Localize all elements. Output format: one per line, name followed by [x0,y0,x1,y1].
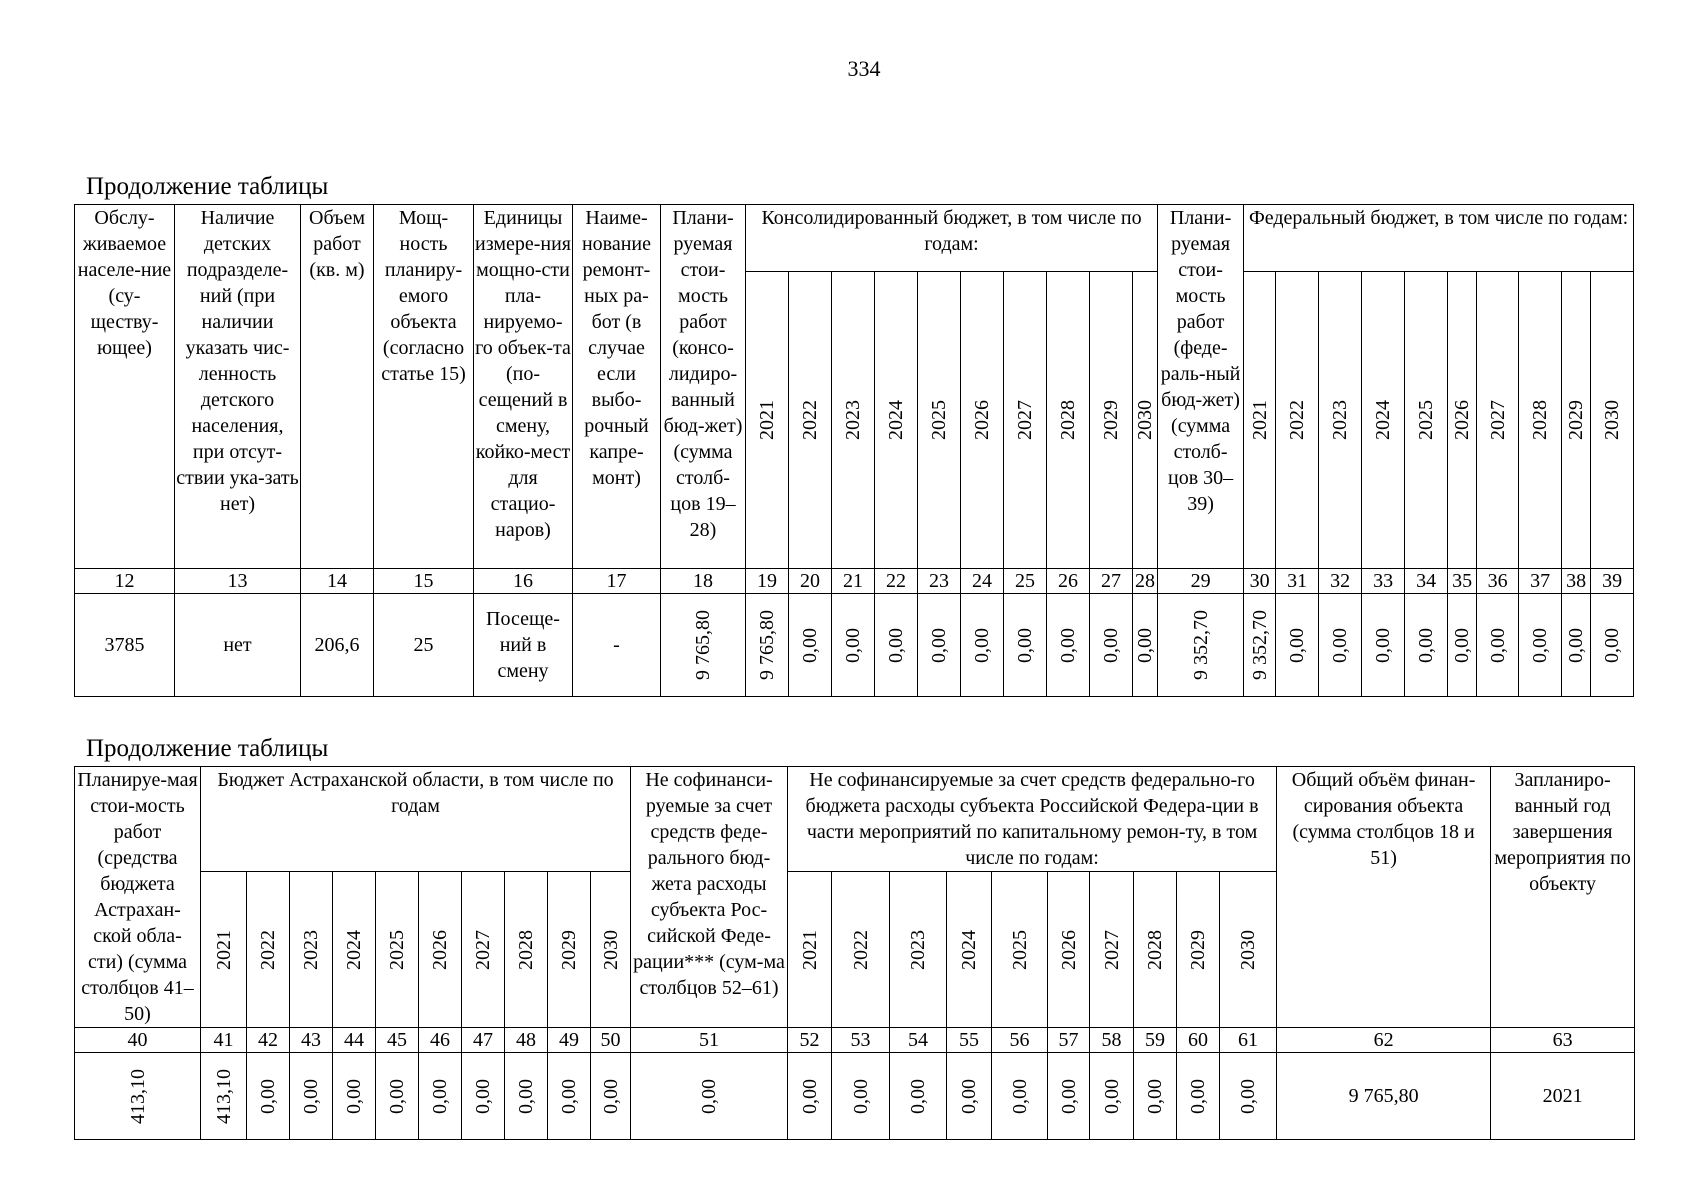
cell-regional-year-value: 0,00 [505,1053,548,1140]
cell-capacity-unit: Посеще-ний в смену [474,594,573,697]
cell-regional-year-value: 0,00 [548,1053,591,1140]
cell-non-cofinanced-total: 0,00 [631,1053,788,1140]
cell-non-cofinanced-year-value: 0,00 [1048,1053,1090,1140]
column-number: 43 [290,1028,333,1053]
column-number: 15 [374,569,474,594]
year-header: 2021 [201,872,247,1028]
year-header: 2024 [1362,272,1405,569]
column-number: 36 [1477,569,1519,594]
cell-non-cofinanced-year-value: 0,00 [890,1053,947,1140]
column-number: 51 [631,1028,788,1053]
year-header: 2023 [890,872,947,1028]
column-number: 23 [918,569,961,594]
year-header: 2026 [961,272,1004,569]
header-non-cofinanced-group: Не софинансируемые за счет средств федерально-го бюджета расходы субъекта Российской Федера-ции в части мероприятий по капитальному ремон-ту, в том числе по годам: [788,767,1277,872]
column-number: 55 [947,1028,992,1053]
column-number: 30 [1244,569,1276,594]
cell-consolidated-year-value: 0,00 [1090,594,1133,697]
column-number: 40 [75,1028,201,1053]
year-header: 2022 [1276,272,1319,569]
column-number: 18 [661,569,746,594]
column-number: 54 [890,1028,947,1053]
cell-federal-year-value: 0,00 [1562,594,1591,697]
year-header: 2029 [1090,272,1133,569]
table-caption: Продолжение таблицы [86,735,329,762]
year-header: 2023 [832,272,875,569]
column-number: 17 [573,569,661,594]
year-header: 2024 [947,872,992,1028]
column-number: 41 [201,1028,247,1053]
column-number: 42 [247,1028,290,1053]
year-header: 2030 [1133,272,1158,569]
column-number: 14 [301,569,374,594]
cell-regional-year-value: 413,10 [201,1053,247,1140]
header-non-cofinanced-total: Не софинанси-руемые за счет средств феде-рального бюд-жета расходы субъекта Рос-сийской Феде-рации*** (сум-ма столбцов 52–61) [631,767,788,1028]
year-header: 2025 [376,872,419,1028]
column-number: 47 [462,1028,505,1053]
year-header: 2026 [1048,872,1090,1028]
cell-consolidated-year-value: 0,00 [1047,594,1090,697]
header-children-units: Наличие детских подразделе-ний (при наличии указать чис-ленность детского населения, при отсут-ствии ука-зать нет) [175,205,301,569]
header-federal-budget-group: Федеральный бюджет, в том числе по годам: [1244,205,1634,272]
year-header: 2029 [1562,272,1591,569]
year-header: 2027 [1004,272,1047,569]
column-number: 19 [746,569,789,594]
cell-consolidated-year-value: 0,00 [875,594,918,697]
column-number: 45 [376,1028,419,1053]
cell-consolidated-year-value: 0,00 [832,594,875,697]
cell-consolidated-year-value: 0,00 [789,594,832,697]
column-number: 34 [1405,569,1448,594]
year-header: 2022 [789,272,832,569]
cell-non-cofinanced-year-value: 0,00 [992,1053,1048,1140]
budget-table-consolidated-federal [74,204,1634,697]
cell-non-cofinanced-year-value: 0,00 [1134,1053,1177,1140]
header-completion-year: Запланиро-ванный год завершения мероприятия по объекту [1491,767,1635,1028]
column-number: 56 [992,1028,1048,1053]
year-header: 2021 [1244,272,1276,569]
cell-federal-year-value: 0,00 [1591,594,1634,697]
year-header: 2025 [918,272,961,569]
cell-consolidated-year-value: 0,00 [918,594,961,697]
header-planned-cost-federal: Плани-руемая стои-мость работ (феде-раль-ный бюд-жет) (сумма столб-цов 30–39) [1158,205,1244,569]
year-header: 2029 [1177,872,1220,1028]
year-header: 2027 [462,872,505,1028]
cell-total-financing: 9 765,80 [1277,1053,1491,1140]
column-number: 57 [1048,1028,1090,1053]
cell-consolidated-year-value: 0,00 [1004,594,1047,697]
column-number: 39 [1591,569,1634,594]
cell-federal-year-value: 0,00 [1276,594,1319,697]
cell-planned-cost-regional: 413,10 [75,1053,201,1140]
column-number: 63 [1491,1028,1635,1053]
column-number: 33 [1362,569,1405,594]
year-header: 2023 [290,872,333,1028]
column-number: 60 [1177,1028,1220,1053]
cell-federal-year-value: 9 352,70 [1244,594,1276,697]
cell-regional-year-value: 0,00 [376,1053,419,1140]
column-number: 44 [333,1028,376,1053]
column-number: 24 [961,569,1004,594]
year-header: 2030 [1591,272,1634,569]
cell-planned-cost-consolidated: 9 765,80 [661,594,746,697]
column-number: 12 [75,569,175,594]
year-header: 2024 [333,872,376,1028]
column-number: 49 [548,1028,591,1053]
year-header: 2025 [992,872,1048,1028]
cell-non-cofinanced-year-value: 0,00 [832,1053,890,1140]
column-number: 20 [789,569,832,594]
cell-federal-year-value: 0,00 [1362,594,1405,697]
header-total-financing: Общий объём финан-сирования объекта (сумма столбцов 18 и 51) [1277,767,1491,1028]
cell-completion-year: 2021 [1491,1053,1635,1140]
column-number: 53 [832,1028,890,1053]
cell-consolidated-year-value: 0,00 [1133,594,1158,697]
year-header: 2027 [1090,872,1134,1028]
cell-regional-year-value: 0,00 [247,1053,290,1140]
year-header: 2026 [1448,272,1477,569]
cell-non-cofinanced-year-value: 0,00 [1177,1053,1220,1140]
cell-regional-year-value: 0,00 [290,1053,333,1140]
cell-non-cofinanced-year-value: 0,00 [1090,1053,1134,1140]
year-header: 2027 [1477,272,1519,569]
column-number: 61 [1220,1028,1277,1053]
header-repair-name: Наиме-нование ремонт-ных ра-бот (в случае если выбо-рочный капре-монт) [573,205,661,569]
year-header: 2029 [548,872,591,1028]
column-number: 31 [1276,569,1319,594]
header-served-population: Обслу-живаемое населе-ние (су-ществу-ющее) [75,205,175,569]
header-work-volume: Объем работ (кв. м) [301,205,374,569]
cell-federal-year-value: 0,00 [1405,594,1448,697]
column-number: 48 [505,1028,548,1053]
column-number: 59 [1134,1028,1177,1053]
cell-consolidated-year-value: 0,00 [961,594,1004,697]
cell-regional-year-value: 0,00 [419,1053,462,1140]
cell-federal-year-value: 0,00 [1477,594,1519,697]
column-number: 38 [1562,569,1591,594]
year-header: 2028 [1047,272,1090,569]
cell-non-cofinanced-year-value: 0,00 [1220,1053,1277,1140]
cell-non-cofinanced-year-value: 0,00 [947,1053,992,1140]
column-number: 25 [1004,569,1047,594]
cell-work-volume: 206,6 [301,594,374,697]
cell-capacity: 25 [374,594,474,697]
column-number: 27 [1090,569,1133,594]
header-regional-budget-group: Бюджет Астраханской области, в том числе по годам [201,767,631,872]
year-header: 2022 [247,872,290,1028]
cell-planned-cost-federal: 9 352,70 [1158,594,1244,697]
year-header: 2025 [1405,272,1448,569]
budget-table-regional [74,766,1635,1140]
header-planned-cost-regional: Планируе-мая стои-мость работ (средства бюджета Астрахан-ской обла-сти) (сумма столбцов 41–50) [75,767,201,1028]
year-header: 2028 [1134,872,1177,1028]
cell-regional-year-value: 0,00 [333,1053,376,1140]
cell-federal-year-value: 0,00 [1319,594,1362,697]
cell-served-population: 3785 [75,594,175,697]
cell-consolidated-year-value: 9 765,80 [746,594,789,697]
year-header: 2024 [875,272,918,569]
column-number: 46 [419,1028,462,1053]
column-number: 22 [875,569,918,594]
year-header: 2030 [591,872,631,1028]
page-number: 334 [847,56,881,81]
column-number: 16 [474,569,573,594]
year-header: 2028 [505,872,548,1028]
header-planned-cost-consolidated: Плани-руемая стои-мость работ (консо-лидиро-ванный бюд-жет) (сумма столб-цов 19–28) [661,205,746,569]
column-number: 52 [788,1028,832,1053]
table-caption: Продолжение таблицы [86,173,329,200]
year-header: 2021 [746,272,789,569]
cell-federal-year-value: 0,00 [1519,594,1562,697]
year-header: 2026 [419,872,462,1028]
cell-non-cofinanced-year-value: 0,00 [788,1053,832,1140]
cell-regional-year-value: 0,00 [591,1053,631,1140]
column-number: 50 [591,1028,631,1053]
cell-repair-name: - [573,594,661,697]
column-number: 58 [1090,1028,1134,1053]
header-capacity-unit: Единицы измере-ния мощно-сти пла-нируемо-го объек-та (по-сещений в смену, койко-мест для стацио-наров) [474,205,573,569]
cell-children-units: нет [175,594,301,697]
column-number: 32 [1319,569,1362,594]
year-header: 2021 [788,872,832,1028]
header-consolidated-budget-group: Консолидированный бюджет, в том числе по годам: [746,205,1158,272]
column-number: 26 [1047,569,1090,594]
cell-federal-year-value: 0,00 [1448,594,1477,697]
column-number: 13 [175,569,301,594]
column-number: 35 [1448,569,1477,594]
column-number: 29 [1158,569,1244,594]
year-header: 2028 [1519,272,1562,569]
header-capacity: Мощ-ность планиру-емого объекта (согласно статье 15) [374,205,474,569]
year-header: 2030 [1220,872,1277,1028]
column-number: 37 [1519,569,1562,594]
column-number: 21 [832,569,875,594]
cell-regional-year-value: 0,00 [462,1053,505,1140]
column-number: 62 [1277,1028,1491,1053]
column-number: 28 [1133,569,1158,594]
year-header: 2022 [832,872,890,1028]
year-header: 2023 [1319,272,1362,569]
